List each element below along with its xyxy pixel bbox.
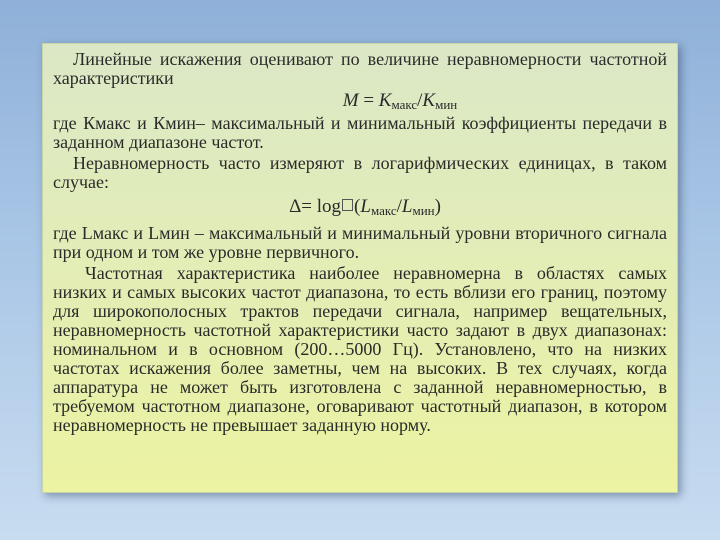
formula-symbol-k-max: K: [378, 90, 392, 111]
formula-symbol-m: M: [342, 90, 359, 111]
formula-log-nonuniformity: [53, 196, 667, 218]
paragraph-frequency-response: Частотная характеристика наиболее неравномерна в областях самых низких и самых высоких частот диапазона, то есть вблизи его границ, поэтому для широкополосных трактов передачи сигнала, например вещательных, неравномерность частотной характеристики часто задают в двух диапазонах: номинальном и в основном (200…5000 Гц). Установлено, что на низких частотах искажения более заметны, чем на высоких. В тех случаях, когда аппаратура не может быть изготовлена с заданной неравномерностью, в требуемом частотном диапазоне, оговаривают частотный диапазон, в котором неравномерность не превышает заданную норму.: [53, 263, 667, 435]
formula-equals: =: [358, 90, 379, 111]
formula-subscript-max: макс: [370, 203, 397, 218]
formula-delta: Δ: [289, 196, 302, 217]
formula-nonuniformity-ratio: [53, 90, 667, 112]
formula-placeholder-box: [342, 199, 353, 211]
paragraph-k-definition: где Кмакс и Кмин– максимальный и минимальный коэффициенты передачи в заданном диапазоне частот.: [53, 113, 667, 152]
formula-symbol-k-min: K: [422, 90, 436, 111]
formula-slash: /: [417, 90, 423, 111]
formula-subscript-min: мин: [412, 203, 435, 218]
paragraph-log-units: Неравномерность часто измеряют в логарифмических единицах, в таком случае:: [53, 153, 667, 192]
formula-subscript-min: мин: [435, 97, 458, 112]
formula-open-paren: (: [354, 196, 361, 217]
paragraph-intro: Линейные искажения оценивают по величине неравномерности частотной характеристики: [53, 49, 667, 88]
paragraph-l-definition: где Lмакс и Lмин – максимальный и минимальный уровни вторичного сигнала при одном и том же уровне первичного.: [53, 223, 667, 262]
formula-slash: /: [396, 196, 402, 217]
formula-symbol-l-max: L: [360, 196, 371, 217]
formula-symbol-l-min: L: [401, 196, 413, 217]
formula-close-paren: ): [434, 196, 441, 217]
formula-log: log: [316, 196, 342, 217]
slide-text-card: [42, 43, 678, 493]
formula-subscript-max: макс: [391, 97, 418, 112]
formula-equals: =: [301, 196, 317, 217]
